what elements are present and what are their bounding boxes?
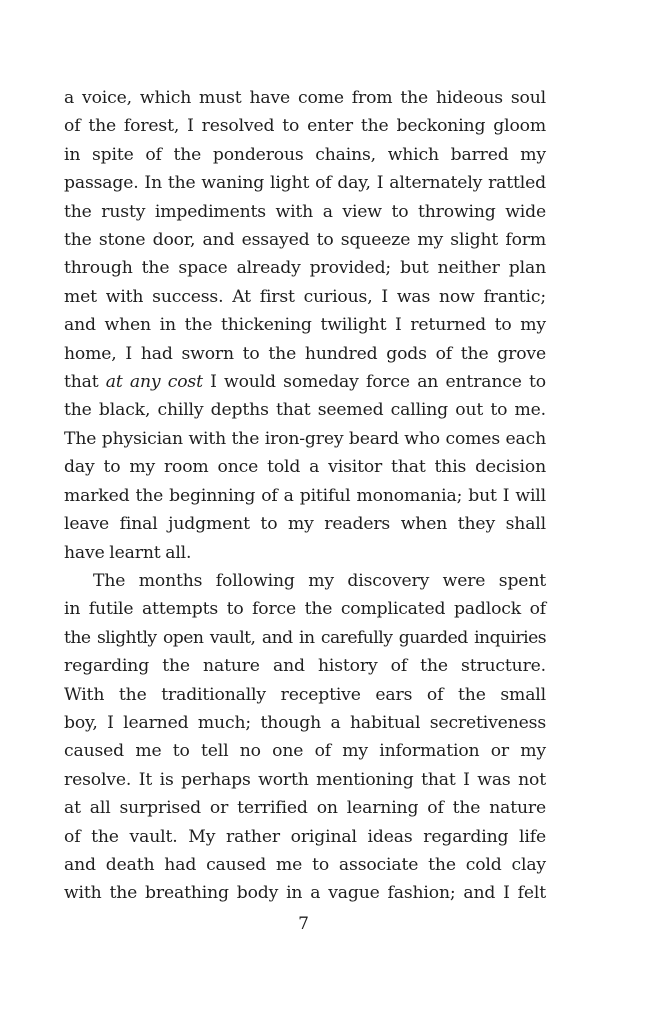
body-text [64, 84, 546, 908]
text-line: the black, chilly depths that seemed calling out to me. [64, 400, 546, 421]
text-line: at all surprised or terrified on learning of the nature [64, 798, 546, 819]
emphasis-text: at any cost [105, 372, 203, 393]
text-line-with-emphasis [64, 368, 546, 396]
text-segment: that [64, 372, 106, 393]
text-line: the slightly open vault, and in carefully guarded inquiries [64, 627, 546, 648]
text-line: of the vault. My rather original ideas regarding life [64, 826, 546, 847]
text-line: and death had caused me to associate the cold clay [64, 854, 546, 875]
text-line: caused me to tell no one of my information or my [64, 741, 546, 762]
text-line: and when in the thickening twilight I returned to my [64, 315, 546, 336]
text-line: of the forest, I resolved to enter the beckoning gloom [64, 116, 546, 137]
text-line: with the breathing body in a vague fashion; and I felt [64, 883, 546, 904]
text-line: the rusty impediments with a view to throwing wide [64, 201, 546, 222]
text-line: With the traditionally receptive ears of the small [64, 684, 546, 705]
text-line: the stone door, and essayed to squeeze my slight form [64, 230, 546, 251]
text-segment: I would someday force an entrance to [202, 372, 546, 393]
text-line: passage. In the waning light of day, I alternately rattled [64, 173, 546, 194]
text-line: regarding the nature and history of the structure. [64, 656, 546, 677]
text-line: The months following my discovery were spent [93, 570, 546, 591]
text-line: have learnt all. [64, 542, 192, 563]
text-line: day to my room once told a visitor that this decision [64, 457, 546, 478]
page-number: 7 [298, 914, 309, 934]
text-line: boy, I learned much; though a habitual secretiveness [64, 712, 546, 733]
text-line: leave final judgment to my readers when they shall [64, 514, 546, 535]
text-line: a voice, which must have come from the hideous soul [64, 88, 546, 108]
text-line: home, I had sworn to the hundred gods of the grove [64, 343, 546, 364]
text-line: resolve. It is perhaps worth mentioning that I was not [64, 769, 546, 790]
text-line: met with success. At first curious, I was now frantic; [64, 286, 546, 307]
text-line: The physician with the iron-grey beard who comes each [64, 428, 546, 449]
text-line: marked the beginning of a pitiful monomania; but I will [64, 485, 546, 506]
text-line: through the space already provided; but neither plan [64, 258, 546, 279]
text-line: in spite of the ponderous chains, which barred my [64, 144, 546, 165]
text-line: in futile attempts to force the complicated padlock of [64, 599, 546, 620]
